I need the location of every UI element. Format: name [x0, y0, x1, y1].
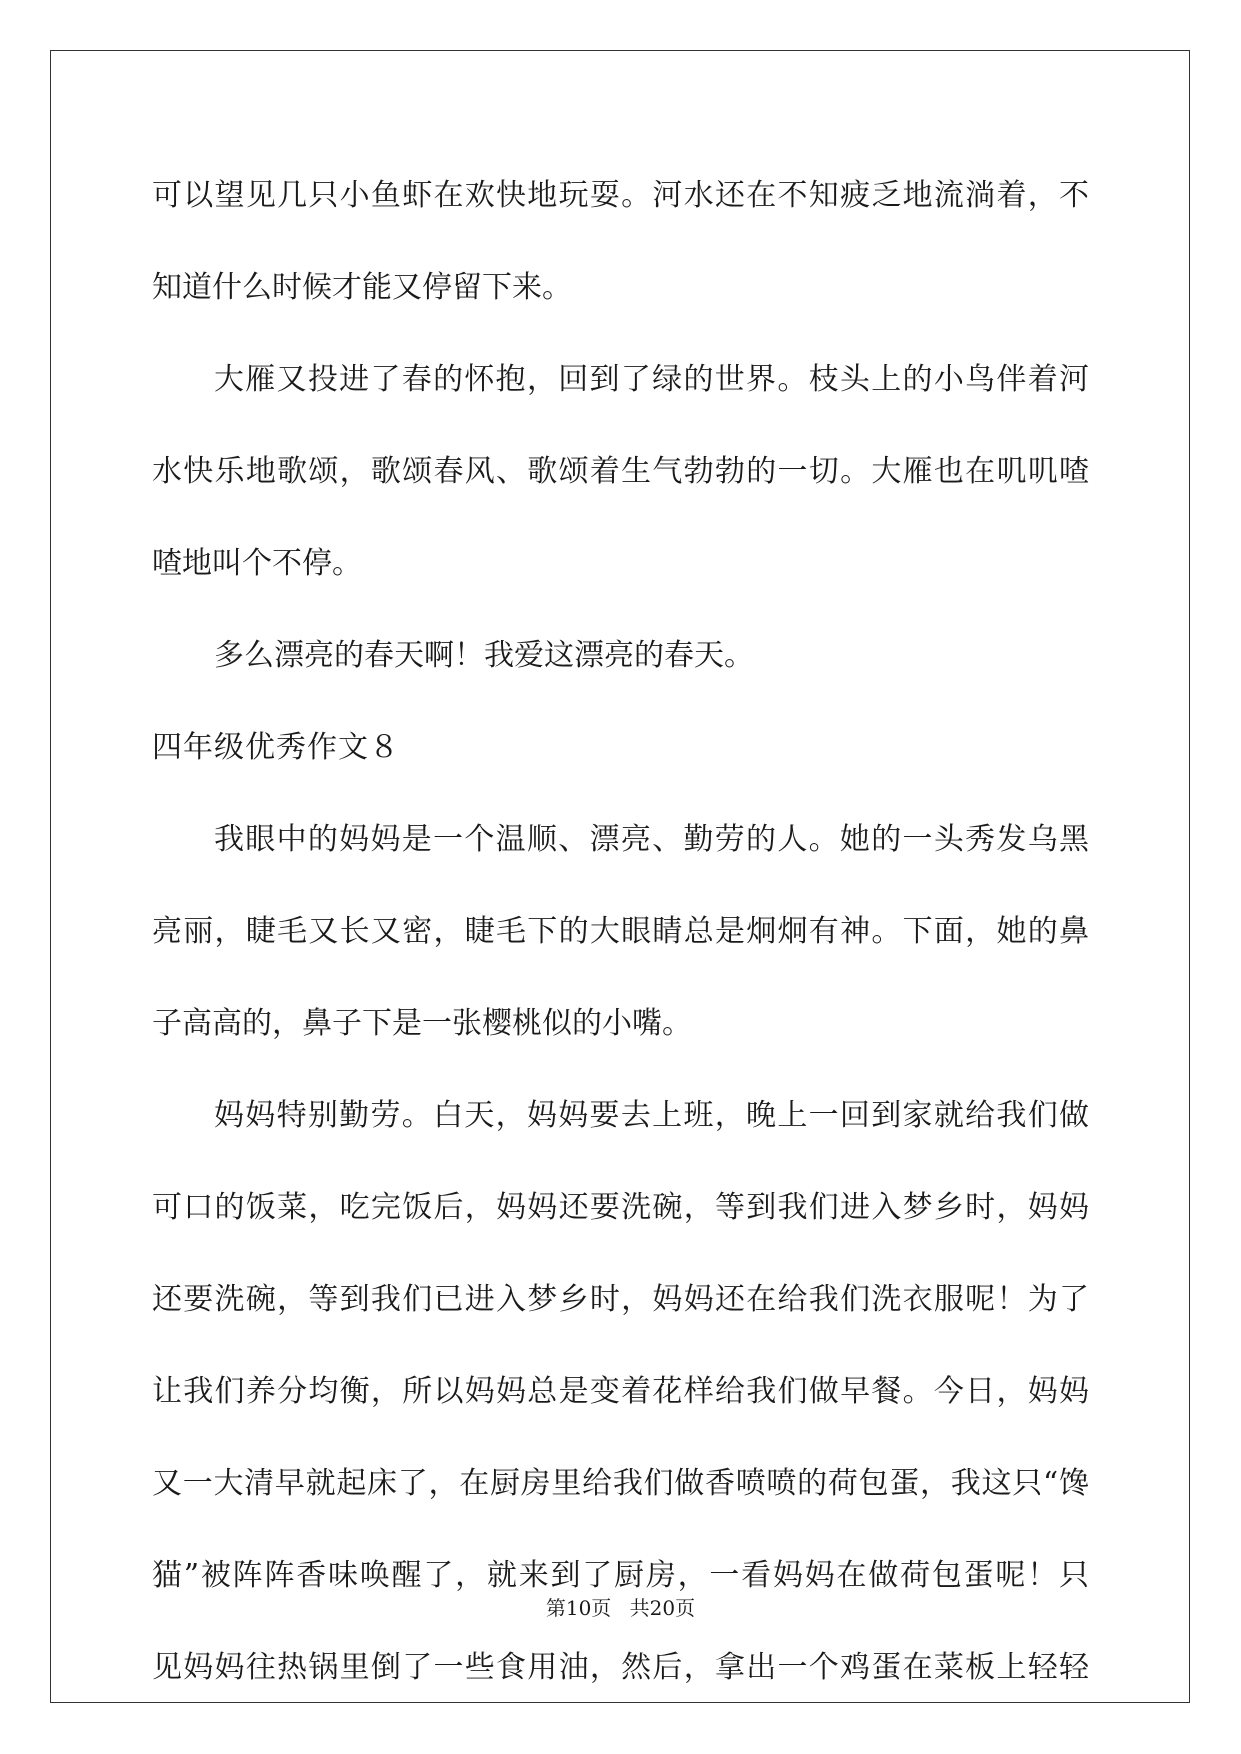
text-line: 知道什么时候才能又停留下来。 [152, 270, 572, 305]
section-heading: 四年级优秀作文８ [152, 730, 400, 765]
text-line: 妈妈特别勤劳。白天，妈妈要去上班，晚上一回到家就给我们做 [214, 1098, 1089, 1133]
page-number: 第10页 [545, 1596, 612, 1620]
text-line: 我眼中的妈妈是一个温顺、漂亮、勤劳的人。她的一头秀发乌黑 [214, 822, 1089, 857]
text-line: 让我们养分均衡，所以妈妈总是变着花样给我们做早餐。今日，妈妈 [152, 1374, 1089, 1409]
text-line: 可口的饭菜，吃完饭后，妈妈还要洗碗，等到我们进入梦乡时，妈妈 [152, 1190, 1089, 1225]
text-line: 还要洗碗，等到我们已进入梦乡时，妈妈还在给我们洗衣服呢！为了 [152, 1282, 1089, 1317]
document-body [152, 150, 1089, 1714]
page-footer [0, 1592, 1241, 1621]
text-line: 可以望见几只小鱼虾在欢快地玩耍。河水还在不知疲乏地流淌着，不 [152, 178, 1089, 213]
text-line: 又一大清早就起床了，在厨房里给我们做香喷喷的荷包蛋，我这只“馋 [152, 1466, 1089, 1501]
text-line: 子高高的，鼻子下是一张樱桃似的小嘴。 [152, 1006, 692, 1041]
text-line: 见妈妈往热锅里倒了一些食用油，然后，拿出一个鸡蛋在菜板上轻轻 [152, 1650, 1089, 1685]
text-line: 喳地叫个不停。 [152, 546, 362, 581]
text-line: 猫”被阵阵香味唤醒了，就来到了厨房，一看妈妈在做荷包蛋呢！只 [152, 1558, 1089, 1593]
page-total: 共20页 [629, 1596, 696, 1620]
text-line: 亮丽，睫毛又长又密，睫毛下的大眼睛总是炯炯有神。下面，她的鼻 [152, 914, 1089, 949]
text-line: 多么漂亮的春天啊！我爱这漂亮的春天。 [214, 638, 754, 673]
text-line: 水快乐地歌颂，歌颂春风、歌颂着生气勃勃的一切。大雁也在叽叽喳 [152, 454, 1089, 489]
text-line: 大雁又投进了春的怀抱，回到了绿的世界。枝头上的小鸟伴着河 [214, 362, 1089, 397]
